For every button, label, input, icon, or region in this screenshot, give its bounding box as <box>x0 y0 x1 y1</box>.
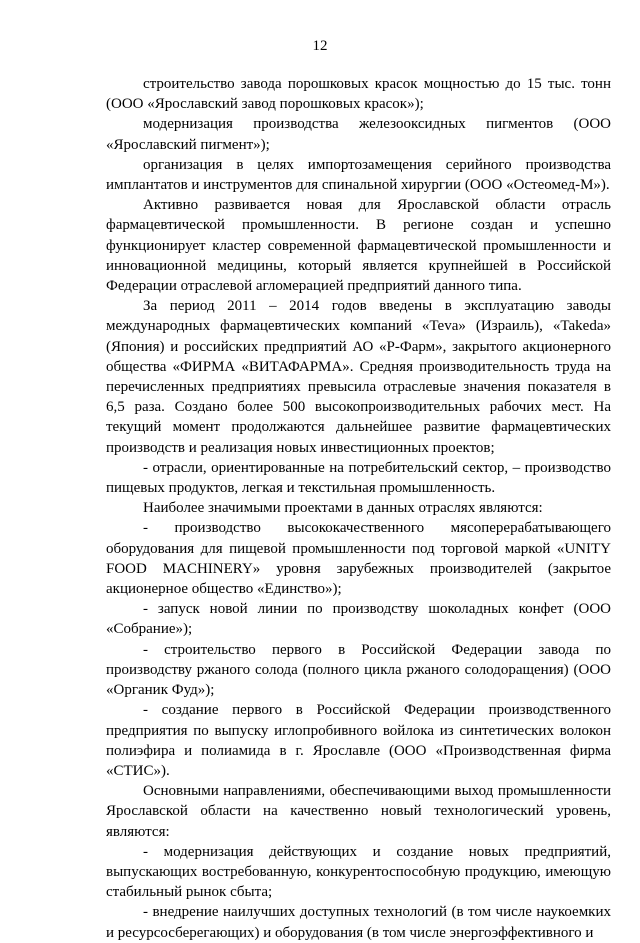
paragraph-consumer-sector: - отрасли, ориентированные на потребительский сектор, – производство пищевых продуктов, легкая и текстильная промышленность. <box>106 459 611 497</box>
paragraph-modernization-enterprises: - модернизация действующих и создание новых предприятий, выпускающих востребованную, конкурентоспособную продукцию, имеющую стабильный рынок сбыта; <box>106 843 611 901</box>
paragraph-significant-projects-intro: Наиболее значимыми проектами в данных отраслях являются: <box>143 500 543 517</box>
paragraph-pharma-plants-2011-2014: За период 2011 – 2014 годов введены в эксплуатацию заводы международных фармацевтических компаний «Teva» (Израиль), «Takeda» (Япония) и российских предприятий АО «Р-Фарм», закрытого акционерного общества «ФИРМА «ВИТАФАРМА». Средняя производительность труда на перечисленных предприятиях превысила отраслевые значения показателя в 6,5 раза. Создано более 500 высокопроизводительных рабочих мест. На текущий момент продолжаются дальнейшее развитие фармацевтических производств и реализация новых инвестиционных проектов; <box>106 298 611 456</box>
paragraph-implants-production: организация в целях импортозамещения серийного производства имплантатов и инструментов для спинальной хирургии (ООО «Остеомед-М»). <box>106 156 611 194</box>
paragraph-pigment-modernization: модернизация производства железооксидных пигментов (ООО «Ярославский пигмент»); <box>106 116 611 153</box>
page-number: 12 <box>312 38 328 54</box>
paragraph-powder-paint-plant: строительство завода порошковых красок мощностью до 15 тыс. тонн (ООО «Ярославский завод порошковых красок»); <box>106 76 611 113</box>
paragraph-chocolate-line: - запуск новой линии по производству шоколадных конфет (ООО «Собрание»); <box>106 601 611 638</box>
paragraph-felt-production: - создание первого в Российской Федерации производственного предприятия по выпуску иглопробивного войлока из синтетических волокон полиэфира и полиамида в г. Ярославле (ООО «Производственная фирма «СТИС»). <box>106 702 611 779</box>
paragraph-meat-processing-equipment: - производство высококачественного мясоперерабатывающего оборудования для пищевой промышленности под торговой маркой «UNITY FOOD MACHINERY» уровня зарубежных производителей (закрытое акционерное общество «Единство»); <box>106 520 611 598</box>
paragraph-best-technologies: - внедрение наилучших доступных технологий (в том числе наукоемких и ресурсосберегающих) и оборудования (в том числе энергоэффективного и <box>106 904 611 941</box>
document-body <box>106 74 611 943</box>
paragraph-rye-malt-plant: - строительство первого в Российской Федерации завода по производству ржаного солода (полного цикла ржаного солодоращения) (ООО «Органик Фуд»); <box>106 641 611 699</box>
paragraph-pharma-industry: Активно развивается новая для Ярославской области отрасль фармацевтической промышленности. В регионе создан и успешно функционирует кластер современной фармацевтической промышленности и инновационной медицины, который является крупнейшей в Российской Федерации отраслевой агломерацией предприятий данного типа. <box>106 197 611 295</box>
paragraph-main-directions: Основными направлениями, обеспечивающими выход промышленности Ярославской области на качественно новый технологический уровень, являются: <box>106 783 611 840</box>
